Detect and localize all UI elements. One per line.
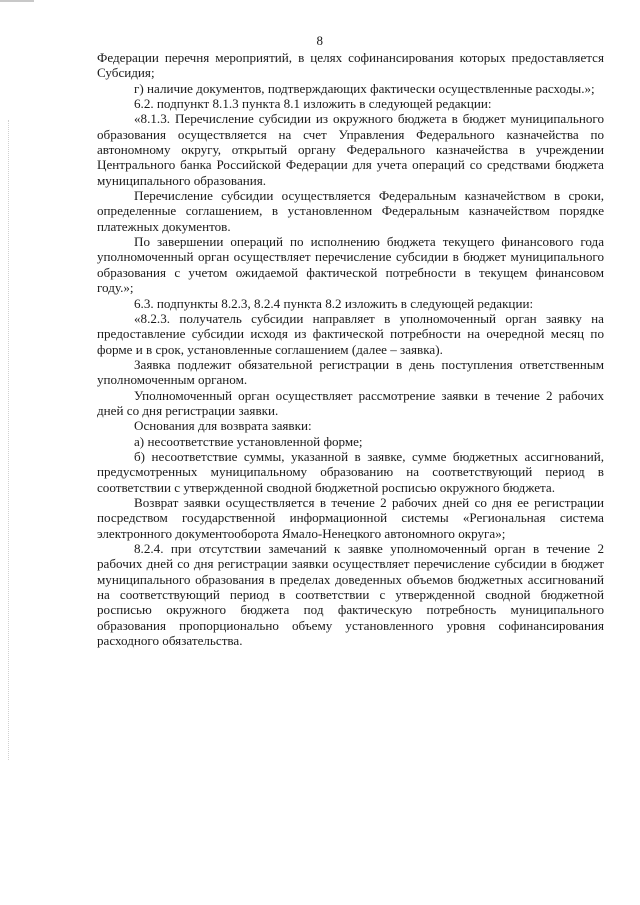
paragraph-transfer-terms: Перечисление субсидии осуществляется Федеральным казначейством в сроки, определенные соглашением, в установленном Федеральным казначейством порядке платежных документов. bbox=[97, 188, 604, 234]
paragraph-8-2-3: «8.2.3. получатель субсидии направляет в уполномоченный орган заявку на предоставление субсидии исходя из фактической потребности на очередной месяц по форме и в срок, установленные соглашением (далее – заявка). bbox=[97, 310, 604, 357]
paragraph-return-grounds: Основания для возврата заявки: bbox=[134, 418, 312, 434]
paragraph-8-1-3: «8.1.3. Перечисление субсидии из окружного бюджета в бюджет муниципального образования осуществляется на счет Управления Федерального казначейства по автономному округу, открытый органу Федерального казначейства в учреждении Центрального банка Российской Федерации для учета операций со средствами бюджета муниципального образования. bbox=[97, 111, 604, 188]
paragraph-review: Уполномоченный орган осуществляет рассмотрение заявки в течение 2 рабочих дней со дня регистрации заявки. bbox=[97, 387, 604, 418]
paragraph-return-procedure: Возврат заявки осуществляется в течение 2 рабочих дней со дня ее регистрации посредством государственной информационной системы «Региональная система электронного документооборота Ямало-Ненецкого автономного округа»; bbox=[97, 494, 604, 541]
paragraph-registration: Заявка подлежит обязательной регистрации в день поступления ответственным уполномоченным органом. bbox=[97, 356, 604, 388]
paragraph-ground-a: а) несоответствие установленной форме; bbox=[134, 433, 363, 449]
paragraph-6-2: 6.2. подпункт 8.1.3 пункта 8.1 изложить в следующей редакции: bbox=[134, 96, 492, 112]
scan-artifact-top bbox=[0, 0, 34, 2]
paragraph-6-3: 6.3. подпункты 8.2.3, 8.2.4 пункта 8.2 изложить в следующей редакции: bbox=[134, 295, 534, 311]
paragraph-year-end: По завершении операций по исполнению бюджета текущего финансового года уполномоченный орган осуществляет перечисление субсидии в бюджет муниципального образования с учетом ожидаемой фактической потребности в текущем финансовом году.»; bbox=[97, 234, 604, 296]
paragraph-8-2-4: 8.2.4. при отсутствии замечаний к заявке уполномоченный орган в течение 2 рабочих дней со дня регистрации заявки осуществляет перечисление субсидии в бюджет муниципального образования в пределах доведенных объемов бюджетных ассигнований на соответствующий период в соответствии с утвержденной сводной бюджетной росписью окружного бюджета под фактическую потребность муниципального образования пропорционально объему установленного уровня софинансирования расходного обязательства. bbox=[97, 541, 604, 649]
document-body bbox=[97, 50, 604, 648]
paragraph-item-g: г) наличие документов, подтверждающих фактически осуществленные расходы.»; bbox=[134, 80, 595, 96]
page-number: 8 bbox=[316, 33, 324, 48]
paragraph-continuation: Федерации перечня мероприятий, в целях софинансирования которых предоставляется Субсидия; bbox=[97, 50, 604, 81]
scan-artifact-left-edge bbox=[8, 120, 10, 760]
paragraph-ground-b: б) несоответствие суммы, указанной в заявке, сумме бюджетных ассигнований, предусмотренных муниципальному образованию на соответствующий период в соответствии с утвержденной сводной бюджетной росписью окружного бюджета. bbox=[97, 448, 604, 495]
